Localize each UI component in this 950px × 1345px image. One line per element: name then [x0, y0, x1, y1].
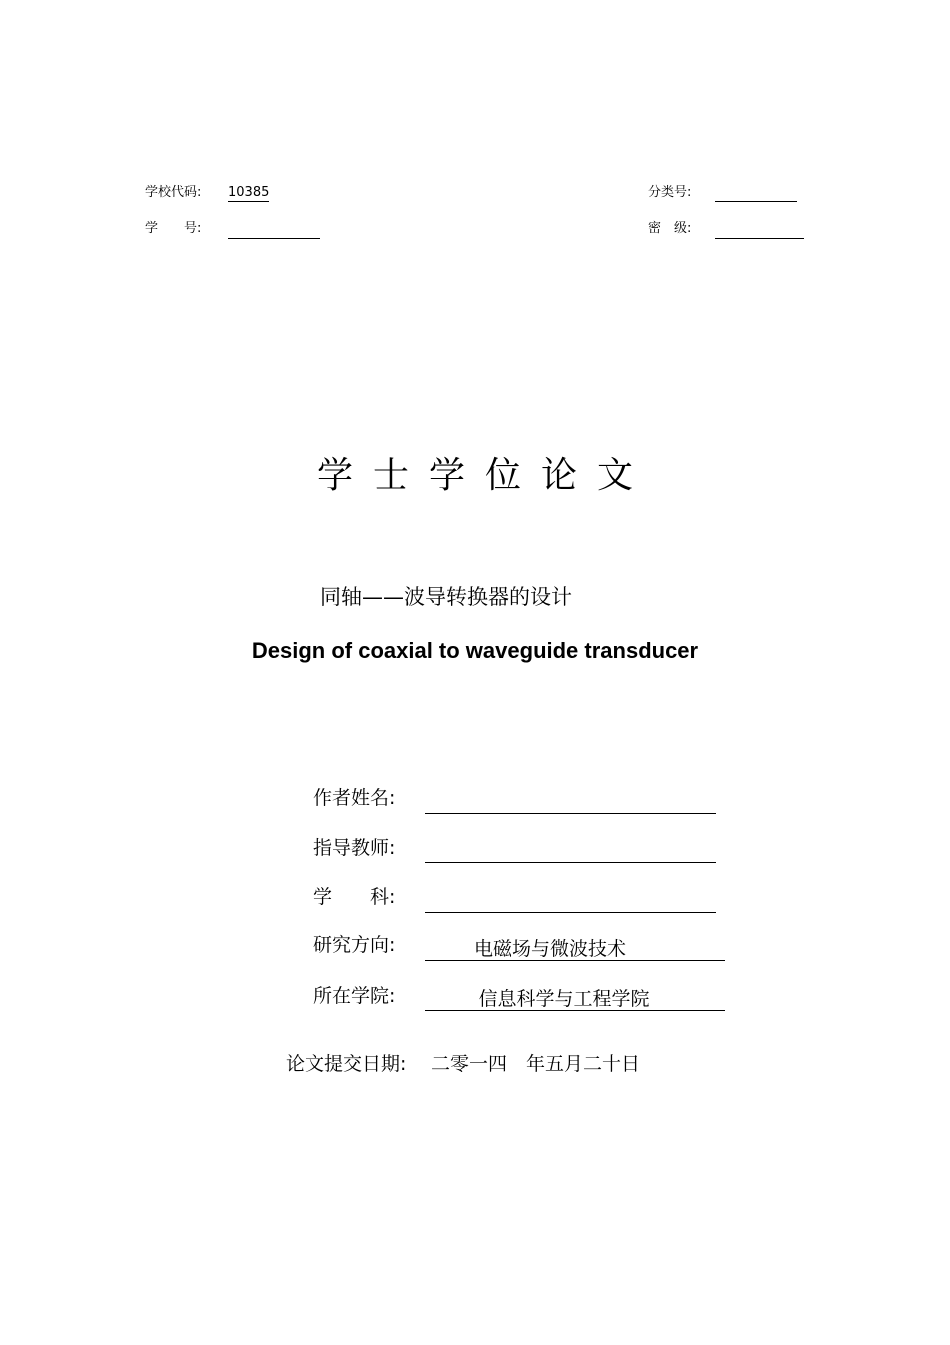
submission-date-label: 论文提交日期:: [286, 1053, 407, 1075]
author-label: 作者姓名:: [313, 787, 396, 809]
secret-level-value: [715, 222, 804, 239]
classification-value: [715, 185, 797, 202]
school-code-value: 10385: [228, 185, 270, 200]
research-direction-label: 研究方向:: [313, 934, 396, 956]
english-title: Design of coaxial to waveguide transducer: [251, 638, 699, 663]
discipline-label: 学 科:: [313, 886, 396, 908]
advisor-label: 指导教师:: [313, 837, 396, 859]
advisor-value: [425, 842, 716, 863]
school-code-label: 学校代码:: [145, 185, 202, 200]
research-direction-value: 电磁场与微波技术: [473, 938, 626, 960]
college-value: 信息科学与工程学院: [478, 988, 650, 1010]
secret-level-label: 密 级:: [648, 221, 692, 236]
classification-label: 分类号:: [648, 185, 692, 200]
student-id-value: [228, 222, 320, 239]
submission-date-value: 二零一四 年五月二十日: [431, 1053, 641, 1075]
thesis-type-title: 学士学位论文: [316, 455, 653, 496]
author-value: [425, 793, 716, 814]
student-id-label: 学 号:: [145, 221, 202, 236]
college-label: 所在学院:: [313, 985, 396, 1007]
chinese-title: 同轴——波导转换器的设计: [320, 585, 572, 609]
discipline-value: [425, 892, 716, 913]
